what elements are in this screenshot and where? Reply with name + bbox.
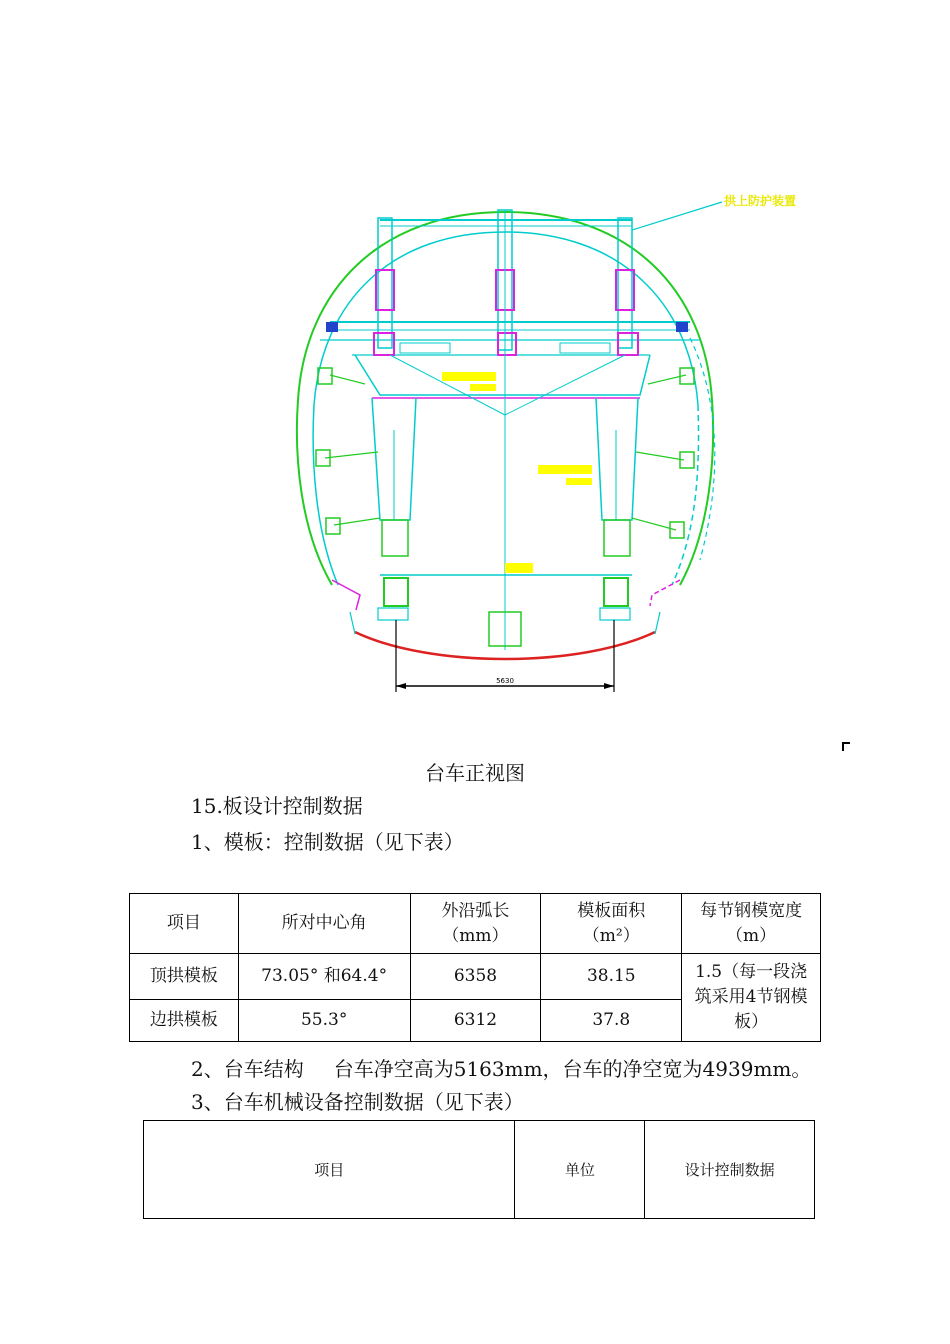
figure-caption: 台车正视图: [425, 761, 525, 785]
annotation-label: 拱上防护装置: [724, 194, 797, 208]
merged-width-cell: 1.5（每一段浇筑采用4节钢模板）: [682, 954, 821, 1042]
table-header-row: [144, 1121, 815, 1219]
dimension-label: 5630: [496, 677, 514, 685]
header-cell: 单位: [515, 1121, 645, 1219]
table-cell: 38.15: [541, 954, 682, 1000]
table-cell: 6358: [410, 954, 541, 1000]
formwork-control-table: [129, 893, 821, 1042]
trolley-front-view-drawing: [280, 180, 820, 700]
formwork-dashed-edge: [672, 405, 699, 585]
table-cell: 6312: [410, 1000, 541, 1042]
table-cell: 边拱模板: [130, 1000, 239, 1042]
header-cell: 项目: [144, 1121, 515, 1219]
header-cell: 模板面积 （m²）: [541, 894, 682, 954]
table-row: [130, 954, 821, 1000]
section-title: 15.板设计控制数据: [191, 794, 363, 818]
table-cell: 73.05° 和64.4°: [238, 954, 410, 1000]
item2-paragraph: [191, 1053, 811, 1082]
table-cell: 顶拱模板: [130, 954, 239, 1000]
header-cell: 设计控制数据: [645, 1121, 815, 1219]
table-cell: 55.3°: [238, 1000, 410, 1042]
header-cell: 所对中心角: [238, 894, 410, 954]
item2-text: 台车净空高为5163mm，台车的净空宽为4939mm。: [333, 1057, 812, 1081]
header-cell: 外沿弧长 （mm）: [410, 894, 541, 954]
table-header-row: [130, 894, 821, 954]
formwork-outline: [313, 232, 698, 585]
corner-mark: [842, 742, 850, 751]
item1-title: 1、模板：控制数据（见下表）: [191, 830, 464, 854]
table-cell: 37.8: [541, 1000, 682, 1042]
header-cell: 项目: [130, 894, 239, 954]
item2-label: 2、台车结构: [191, 1057, 304, 1081]
header-cell: 每节钢模宽度 （m）: [682, 894, 821, 954]
equipment-control-table: [143, 1120, 815, 1219]
item3-title: 3、台车机械设备控制数据（见下表）: [191, 1090, 524, 1114]
